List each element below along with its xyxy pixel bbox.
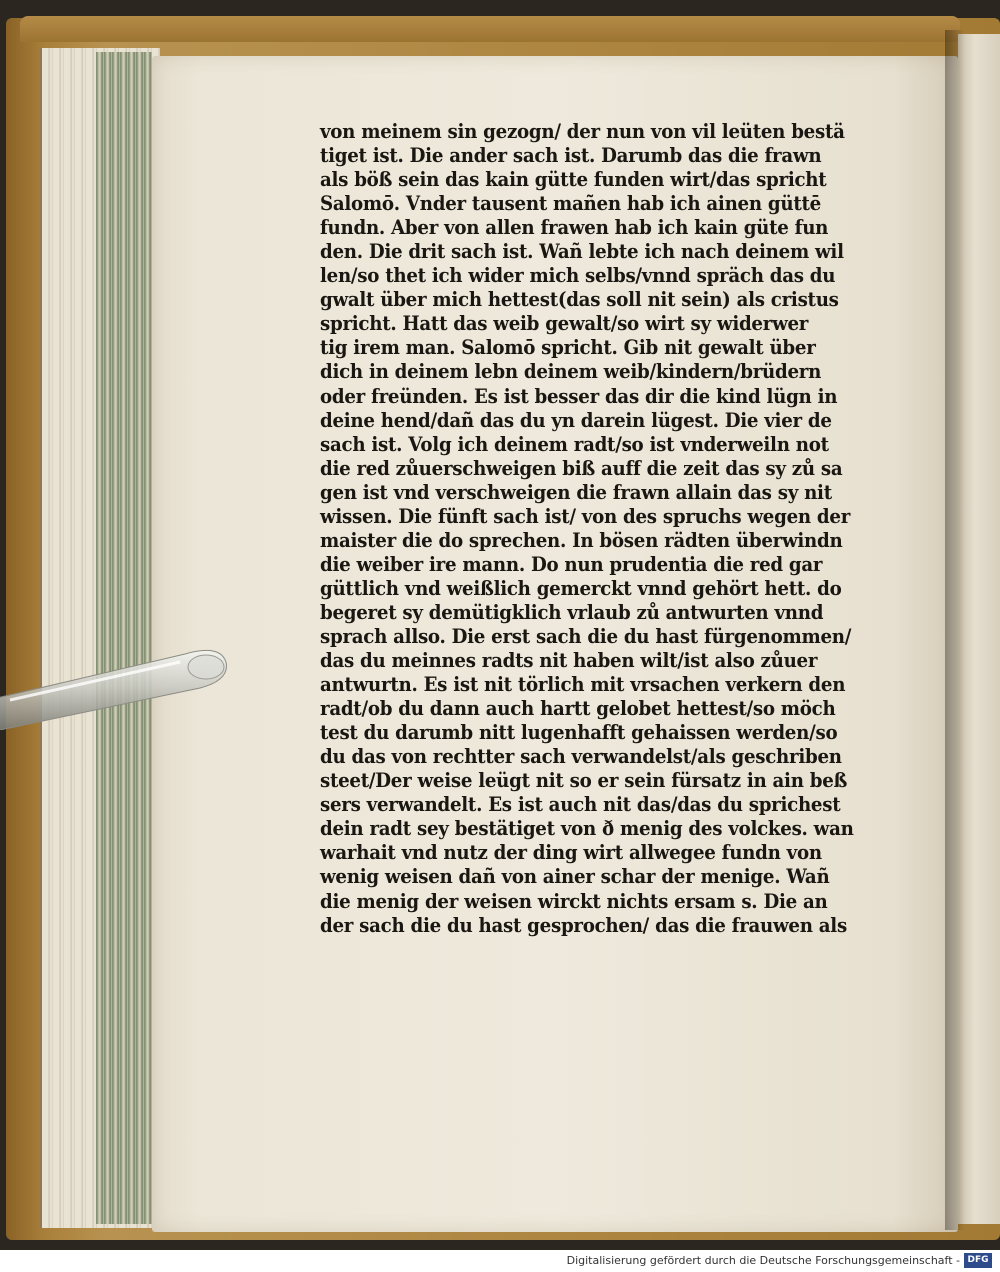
- text-line: tiget ist. Die ander sach ist. Darumb das die frawn: [320, 144, 822, 168]
- footer-bar: [0, 1250, 1000, 1272]
- text-line: deine hend/dañ das du yn darein lügest. Die vier de: [320, 408, 832, 432]
- glass-pointer-rod: [0, 640, 240, 730]
- text-line: den. Die drit sach ist. Wañ lebte ich nach deinem wil: [320, 240, 844, 264]
- text-line: güttlich vnd weißlich gemerckt vnnd gehört hett. do: [320, 576, 842, 600]
- text-line: antwurtn. Es ist nit törlich mit vrsachen verkern den: [320, 673, 846, 697]
- text-line: begeret sy demütigklich vrlaub zů antwurten vnnd: [320, 600, 824, 624]
- text-line: sprach allso. Die erst sach die du hast fürgenommen/: [320, 624, 852, 648]
- text-line: du das von rechtter sach verwandelst/als geschriben: [320, 745, 842, 769]
- text-line: die menig der weisen wirckt nichts ersam s. Die an: [320, 889, 828, 913]
- text-line: spricht. Hatt das weib gewalt/so wirt sy widerwer: [320, 312, 809, 336]
- page-text-block: [320, 120, 897, 1080]
- text-line: als böß sein das kain gütte funden wirt/das spricht: [320, 168, 827, 192]
- text-line: das du meinnes radts nit haben wilt/ist also zůuer: [320, 649, 818, 673]
- text-line: von meinem sin gezogn/ der nun von vil leüten bestä: [320, 120, 845, 143]
- text-line: Salomō. Vnder tausent mañen hab ich ainen güttē: [320, 192, 821, 216]
- text-line: dein radt sey bestätiget von ð menig des volckes. wan: [320, 817, 854, 841]
- text-line: gen ist vnd verschweigen die frawn allain das sy nit: [320, 480, 832, 504]
- text-line: fundn. Aber von allen frawen hab ich kain güte fun: [320, 216, 829, 240]
- footer-credit: Digitalisierung gefördert durch die Deutsche Forschungsgemeinschaft -: [566, 1254, 960, 1267]
- text-line: gwalt über mich hettest(das soll nit sein) als cristus: [320, 288, 839, 312]
- text-line: die weiber ire mann. Do nun prudentia die red gar: [320, 552, 823, 576]
- text-line: wenig weisen dañ von ainer schar der menige. Wañ: [320, 865, 830, 889]
- spine-shadow: [945, 30, 965, 1230]
- book-cover-top-edge: [20, 16, 960, 42]
- text-line: warhait vnd nutz der ding wirt allwegee fundn von: [320, 841, 822, 865]
- text-line: der sach die du hast gesprochen/ das die frauwen als: [320, 913, 847, 937]
- dfg-logo: DFG: [964, 1253, 992, 1268]
- text-line: radt/ob du dann auch hartt gelobet hettest/so möch: [320, 697, 836, 721]
- text-line: tig irem man. Salomō spricht. Gib nit gewalt über: [320, 336, 816, 360]
- page-stack-green-edge: [96, 52, 152, 1224]
- text-line: sers verwandelt. Es ist auch nit das/das du sprichest: [320, 793, 841, 817]
- text-line: sach ist. Volg ich deinem radt/so ist vnderweiln not: [320, 432, 829, 456]
- text-line: wissen. Die fünft sach ist/ von des spruchs wegen der: [320, 504, 851, 528]
- text-line: test du darumb nitt lugenhafft gehaissen werden/so: [320, 721, 838, 745]
- text-line: maister die do sprechen. In bösen rädten überwindn: [320, 528, 843, 552]
- text-line: oder freünden. Es ist besser das dir die kind lügn in: [320, 384, 838, 408]
- text-line: steet/Der weise leügt nit so er sein fürsatz in ain beß: [320, 769, 848, 793]
- text-line: die red zůuerschweigen biß auff die zeit das sy zů sa: [320, 456, 843, 480]
- text-line: dich in deinem lebn deinem weib/kindern/brüdern: [320, 360, 822, 384]
- text-line: len/so thet ich wider mich selbs/vnnd spräch das du: [320, 264, 836, 288]
